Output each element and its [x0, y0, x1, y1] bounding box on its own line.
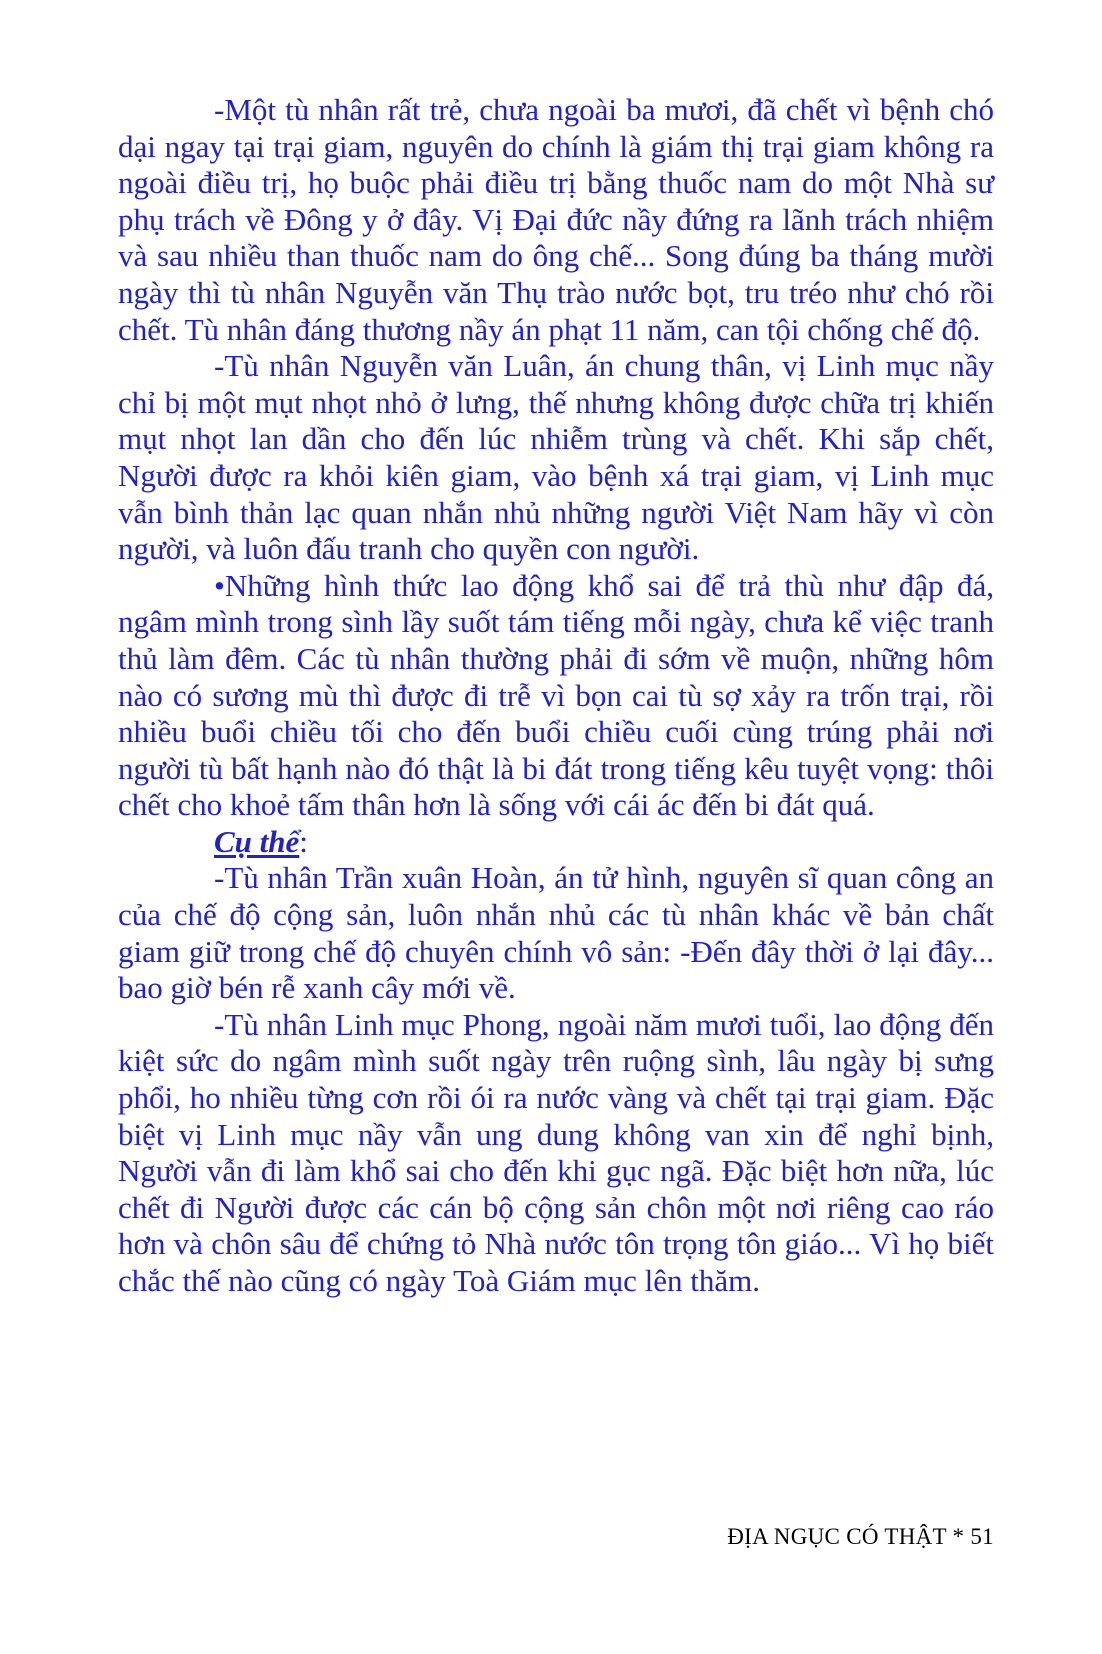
page-body: [118, 92, 994, 1300]
paragraph-tu-nhan-nguyen-van-luan: -Tù nhân Nguyễn văn Luân, án chung thân, vị Linh mục nầy chỉ bị một mụt nhọt nhỏ ở lưng, thế nhưng không được chữa trị khiến mụt nhọt lan dần cho đến lúc nhiễm trùng và chết. Khi sắp chết, Người được ra khỏi kiên giam, vào bệnh xá trại giam, vị Linh mục vẫn bình thản lạc quan nhắn nhủ những người Việt Nam hãy vì còn người, và luôn đấu tranh cho quyền con người.: [118, 348, 994, 567]
heading-label: Cụ thể: [214, 823, 300, 859]
heading-colon: :: [299, 823, 308, 859]
section-heading: [118, 824, 994, 861]
page-footer: ĐỊA NGỤC CÓ THẬT * 51: [727, 1524, 994, 1549]
paragraph-tu-nhan-tran-xuan-hoan: -Tù nhân Trần xuân Hoàn, án tử hình, nguyên sĩ quan công an của chế độ cộng sản, luôn nhắn nhủ các tù nhân khác về bản chất giam giữ trong chế độ chuyên chính vô sản: -Đến đây thời ở lại đây... bao giờ bén rễ xanh cây mới về.: [118, 860, 994, 1006]
paragraph-tu-nhan-nguyen-van-thu: -Một tù nhân rất trẻ, chưa ngoài ba mươi, đã chết vì bệnh chó dại ngay tại trại giam, nguyên do chính là giám thị trại giam không ra ngoài điều trị, họ buộc phải điều trị bằng thuốc nam do một Nhà sư phụ trách về Đông y ở đây. Vị Đại đức nầy đứng ra lãnh trách nhiệm và sau nhiều than thuốc nam do ông chế... Song đúng ba tháng mười ngày thì tù nhân Nguyễn văn Thụ trào nước bọt, tru tréo như chó rồi chết. Tù nhân đáng thương nầy án phạt 11 năm, can tội chống chế độ.: [118, 92, 994, 347]
paragraph-lao-dong-kho-sai: •Những hình thức lao động khổ sai để trả thù như đập đá, ngâm mình trong sình lầy suốt tám tiếng mỗi ngày, chưa kể việc tranh thủ làm đêm. Các tù nhân thường phải đi sớm về muộn, những hôm nào có sương mù thì được đi trễ vì bọn cai tù sợ xảy ra trốn trại, rồi nhiều buổi chiều tối cho đến buổi chiều cuối cùng trúng phải nơi người tù bất hạnh nào đó thật là bi đát trong tiếng kêu tuyệt vọng: thôi chết cho khoẻ tấm thân hơn là sống với cái ác đến bi đát quá.: [118, 567, 994, 823]
paragraph-linh-muc-phong: -Tù nhân Linh mục Phong, ngoài năm mươi tuổi, lao động đến kiệt sức do ngâm mình suốt ngày trên ruộng sình, lâu ngày bị sưng phổi, ho nhiều từng cơn rồi ói ra nước vàng và chết tại trại giam. Đặc biệt vị Linh mục nầy vẫn ung dung không van xin để nghỉ bịnh, Người vẫn đi làm khổ sai cho đến khi gục ngã. Đặc biệt hơn nữa, lúc chết đi Người được các cán bộ cộng sản chôn một nơi riêng cao ráo hơn và chôn sâu để chứng tỏ Nhà nước tôn trọng tôn giáo... Vì họ biết chắc thế nào cũng có ngày Toà Giám mục lên thăm.: [118, 1006, 994, 1298]
